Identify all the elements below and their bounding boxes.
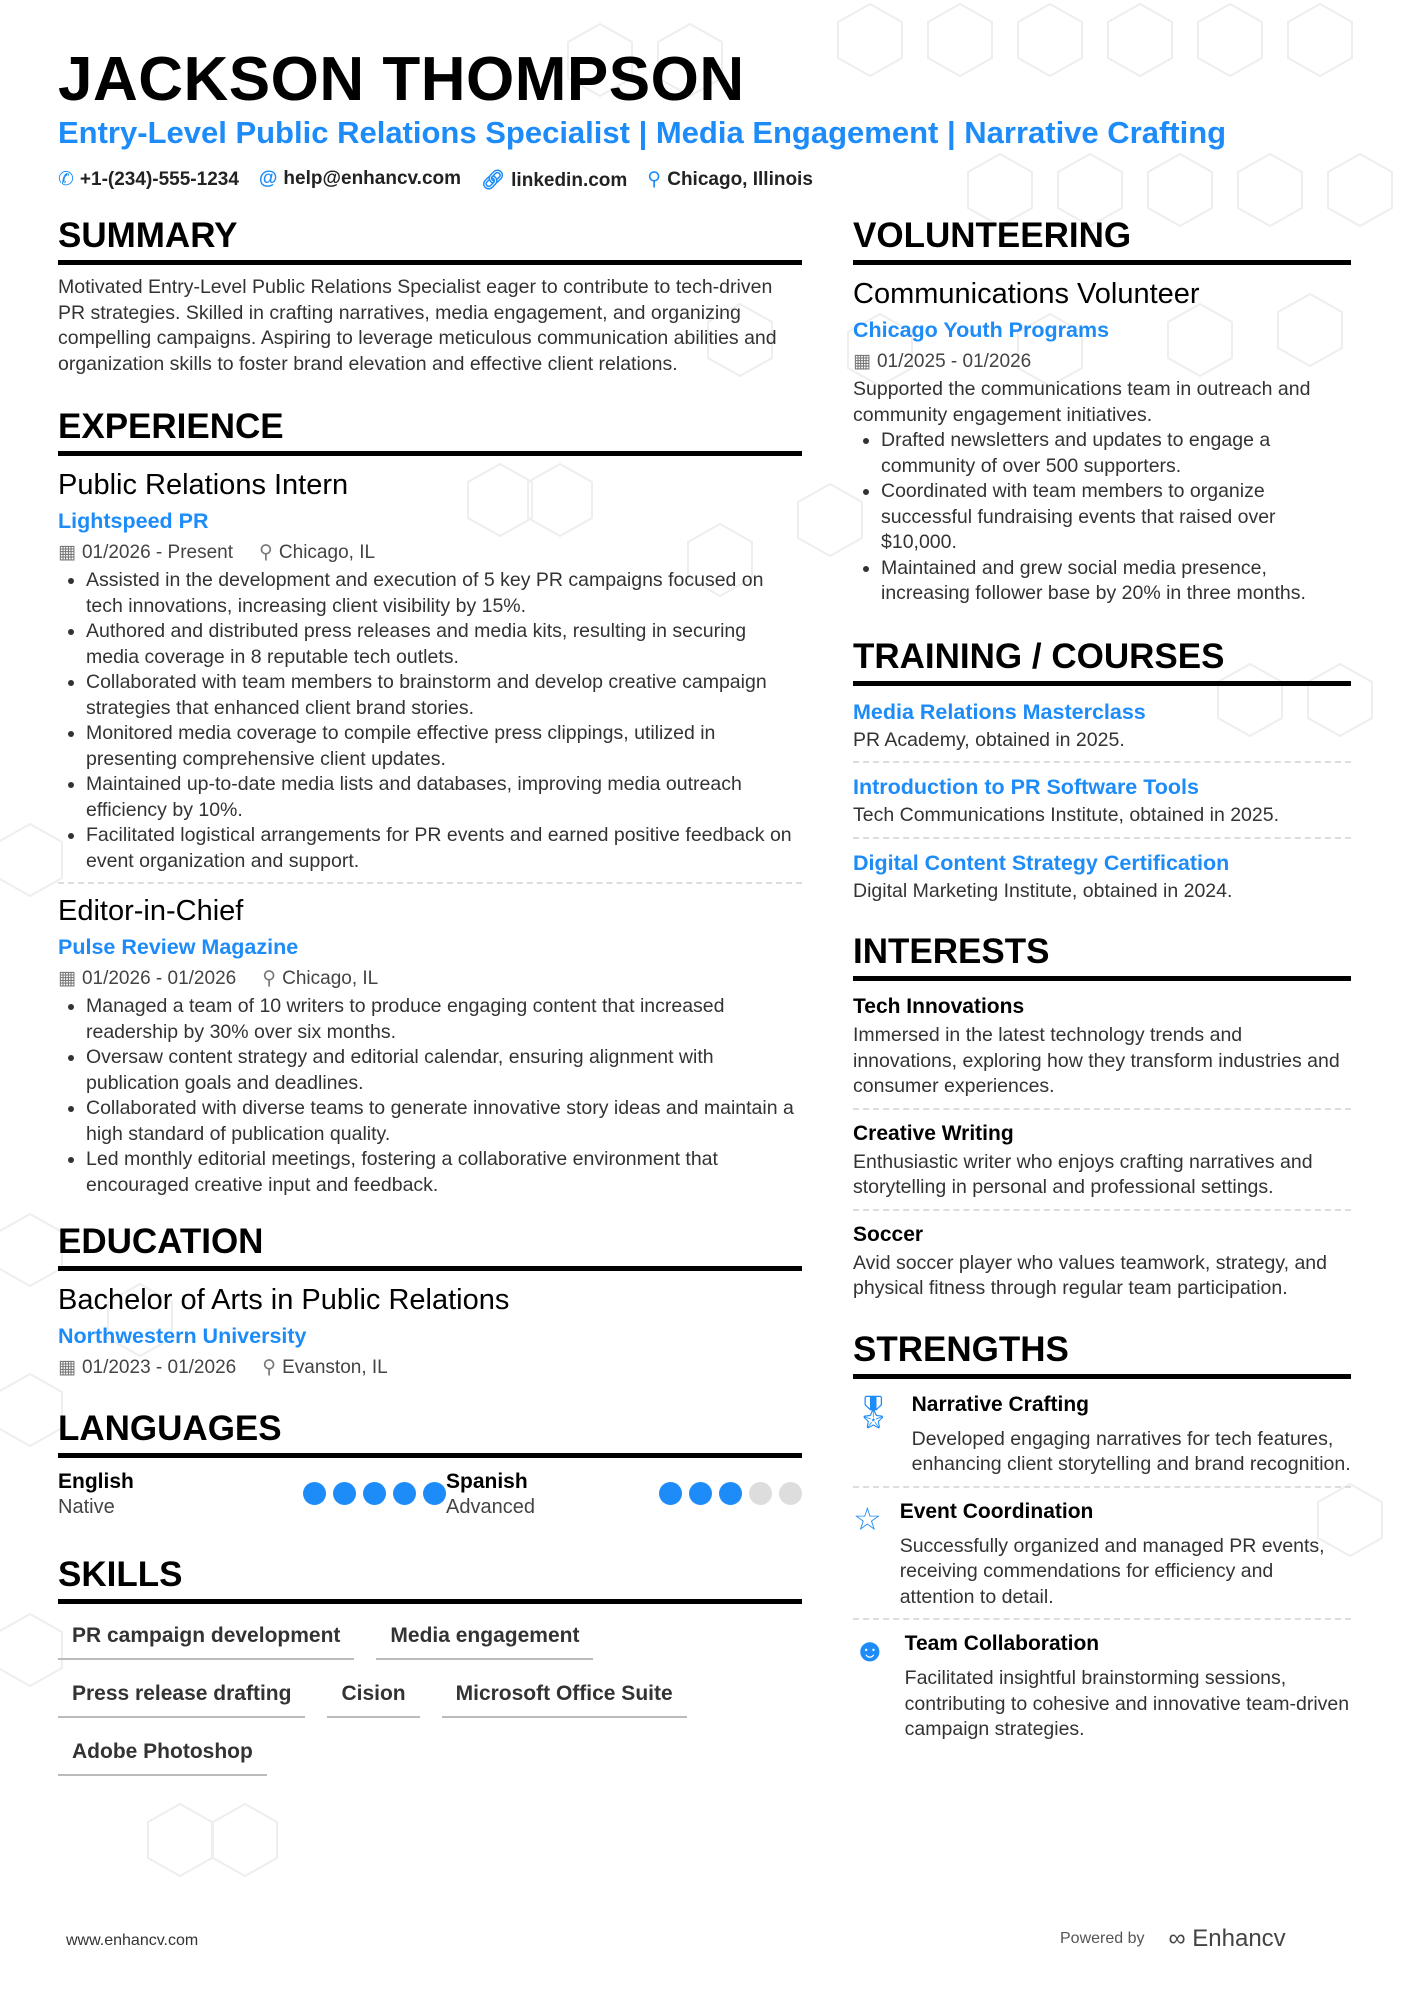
job-bullets bbox=[58, 994, 802, 1198]
bullet: • Maintained and grew social media presence, increasing follower base by 20% in three months. bbox=[881, 556, 1351, 607]
language-name: English bbox=[58, 1470, 134, 1493]
language-item bbox=[58, 1468, 446, 1519]
language-level: Advanced bbox=[446, 1496, 535, 1518]
hexagon bbox=[838, 4, 902, 76]
interest-text: Enthusiastic writer who enjoys crafting narratives and storytelling in personal and professional settings. bbox=[853, 1150, 1313, 1198]
divider bbox=[58, 882, 802, 884]
calendar-icon: ▦ bbox=[853, 351, 871, 372]
headline: Entry-Level Public Relations Specialist | Media Engagement | Narrative Crafting bbox=[58, 115, 1227, 150]
proficiency-rating bbox=[659, 1482, 802, 1519]
course-name: Introduction to PR Software Tools bbox=[853, 775, 1199, 799]
hexagon bbox=[0, 824, 62, 896]
bullet: • Assisted in the development and execution of 5 key PR campaigns focused on tech innovations, increasing client visibility by 15%. bbox=[86, 568, 802, 619]
education-meta bbox=[58, 1353, 802, 1383]
volunteer-bullets bbox=[853, 428, 1351, 607]
strength-text: Successfully organized and managed PR events, receiving commendations for efficiency and attention to detail. bbox=[899, 1534, 1325, 1608]
linkedin-link[interactable] bbox=[481, 168, 627, 192]
enhancv-logo: ∞ Enhancv bbox=[1168, 1925, 1286, 1952]
languages-heading: LANGUAGES bbox=[58, 1407, 802, 1458]
bullet: • Maintained up-to-date media lists and databases, improving media outreach efficiency by 10%. bbox=[86, 772, 802, 823]
company: Lightspeed PR bbox=[58, 509, 209, 533]
job-bullets bbox=[58, 568, 802, 874]
volunteer-description: Supported the communications team in outreach and community engagement initiatives. bbox=[853, 378, 1311, 426]
volunteer-role: Communications Volunteer bbox=[853, 278, 1200, 310]
strength-name: Narrative Crafting bbox=[911, 1392, 1090, 1416]
strength-name: Team Collaboration bbox=[904, 1632, 1100, 1655]
rating-dot bbox=[333, 1482, 356, 1505]
bullet: • Collaborated with team members to brainstorm and develop creative campaign strategies that enhanced client brand stories. bbox=[86, 670, 802, 721]
bullet: • Managed a team of 10 writers to produce engaging content that increased readership by 30% over six months. bbox=[86, 994, 802, 1045]
link-icon: 🔗︎ bbox=[481, 170, 506, 191]
training-list bbox=[853, 696, 1351, 905]
interests-list bbox=[853, 991, 1351, 1302]
degree: Bachelor of Arts in Public Relations bbox=[58, 1284, 510, 1316]
calendar-icon: ▦ bbox=[58, 968, 76, 989]
location-wrap bbox=[262, 964, 378, 994]
divider bbox=[853, 1486, 1351, 1488]
job-meta bbox=[58, 964, 802, 994]
interest-text: Avid soccer player who values teamwork, strategy, and physical fitness through regular team participation. bbox=[853, 1251, 1327, 1299]
interest-name: Creative Writing bbox=[853, 1121, 1014, 1145]
hexagon bbox=[213, 1804, 277, 1876]
job-meta bbox=[58, 538, 802, 568]
rating-dot bbox=[689, 1482, 712, 1505]
email[interactable] bbox=[259, 168, 461, 192]
skill-tag: Adobe Photoshop bbox=[58, 1736, 267, 1776]
divider bbox=[853, 1618, 1351, 1620]
rating-dot bbox=[423, 1482, 446, 1505]
bullet: • Led monthly editorial meetings, fostering a collaborative environment that encouraged creative input and feedback. bbox=[86, 1147, 802, 1198]
language-text bbox=[58, 1468, 134, 1519]
language-name: Spanish bbox=[446, 1470, 528, 1493]
hexagon bbox=[0, 1374, 62, 1446]
footer-website[interactable]: www.enhancv.com bbox=[66, 1932, 199, 1949]
job-location: Chicago, IL bbox=[282, 968, 379, 989]
job-title: Public Relations Intern bbox=[58, 469, 349, 501]
volunteer-dates: 01/2025 - 01/2026 bbox=[876, 351, 1032, 372]
experience-heading: EXPERIENCE bbox=[58, 405, 802, 456]
rating-dot bbox=[719, 1482, 742, 1505]
divider bbox=[853, 1108, 1351, 1110]
hexagon bbox=[1198, 4, 1262, 76]
school: Northwestern University bbox=[58, 1324, 307, 1348]
left-column bbox=[58, 214, 802, 1776]
location-pin-icon: ⚲ bbox=[259, 542, 273, 563]
course-detail: PR Academy, obtained in 2025. bbox=[853, 728, 1125, 751]
company: Pulse Review Magazine bbox=[58, 935, 299, 959]
strength-item bbox=[853, 1389, 1351, 1478]
strength-name: Event Coordination bbox=[899, 1499, 1094, 1523]
language-level: Native bbox=[58, 1496, 115, 1518]
candidate-name: JACKSON THOMPSON bbox=[58, 45, 745, 114]
strength-item bbox=[853, 1496, 1351, 1611]
volunteer-org: Chicago Youth Programs bbox=[853, 318, 1110, 342]
link-text: linkedin.com bbox=[511, 170, 628, 191]
rating-dot bbox=[779, 1482, 802, 1505]
job-location: Chicago, IL bbox=[278, 542, 376, 563]
bullet: • Collaborated with diverse teams to generate innovative story ideas and maintain a high standard of publication quality. bbox=[86, 1096, 802, 1147]
hexagon bbox=[1018, 4, 1082, 76]
training-heading: TRAINING / COURSES bbox=[853, 635, 1351, 686]
interest-name: Soccer bbox=[853, 1222, 924, 1246]
head-bulb-icon: ☻ bbox=[853, 1632, 887, 1668]
bullet: • Authored and distributed press releases and media kits, resulting in securing media coverage in 8 reputable tech outlets. bbox=[86, 619, 802, 670]
at-icon: @ bbox=[258, 168, 278, 189]
interest-name: Tech Innovations bbox=[853, 995, 1025, 1018]
summary-heading: SUMMARY bbox=[58, 214, 802, 265]
rating-dot bbox=[393, 1482, 416, 1505]
bullet: • Facilitated logistical arrangements for PR events and earned positive feedback on event organization and support. bbox=[86, 823, 802, 874]
award-ribbon-icon: 🎖︎ bbox=[853, 1393, 894, 1430]
strengths-list bbox=[853, 1389, 1351, 1743]
job-title: Editor-in-Chief bbox=[58, 895, 244, 927]
rating-dot bbox=[659, 1482, 682, 1505]
strength-text: Facilitated insightful brainstorming sessions, contributing to cohesive and innovative team-driven campaign strategies. bbox=[904, 1667, 1350, 1740]
calendar-icon: ▦ bbox=[58, 542, 76, 563]
location-pin-icon: ⚲ bbox=[262, 1357, 277, 1378]
divider bbox=[853, 1209, 1351, 1211]
hexagon bbox=[928, 4, 992, 76]
interest-text: Immersed in the latest technology trends and innovations, exploring how they transform industries and consumer experiences. bbox=[853, 1024, 1340, 1097]
location-pin-icon: ⚲ bbox=[262, 968, 277, 989]
dates-wrap bbox=[58, 964, 236, 994]
bullet: • Monitored media coverage to compile effective press clippings, utilized in presenting comprehensive client updates. bbox=[86, 721, 802, 772]
strengths-heading: STRENGTHS bbox=[853, 1328, 1351, 1379]
powered-by-label: Powered by bbox=[1060, 1930, 1145, 1947]
email-text: help@enhancv.com bbox=[283, 168, 462, 189]
bullet: • Coordinated with team members to organize successful fundraising events that raised over $10,000. bbox=[881, 479, 1351, 556]
bullet: • Oversaw content strategy and editorial calendar, ensuring alignment with publication goals and deadlines. bbox=[86, 1045, 802, 1096]
job-dates: 01/2026 - Present bbox=[81, 542, 233, 563]
interests-heading: INTERESTS bbox=[853, 930, 1351, 981]
hexagon bbox=[0, 1214, 62, 1286]
skill-tag: Microsoft Office Suite bbox=[442, 1678, 687, 1718]
star-icon: ☆ bbox=[853, 1500, 882, 1537]
bullet: • Drafted newsletters and updates to engage a community of over 500 supporters. bbox=[881, 428, 1351, 479]
rating-dot bbox=[303, 1482, 326, 1505]
skill-tag: Press release drafting bbox=[58, 1678, 305, 1718]
location-wrap bbox=[259, 538, 375, 568]
strength-text: Developed engaging narratives for tech features, enhancing client storytelling and brand recognition. bbox=[911, 1427, 1351, 1475]
languages-list bbox=[58, 1468, 802, 1519]
course-name: Digital Content Strategy Certification bbox=[853, 850, 1230, 875]
job-dates: 01/2026 - 01/2026 bbox=[81, 968, 237, 989]
skill-tag: Media engagement bbox=[376, 1620, 593, 1660]
strength-body bbox=[905, 1628, 1351, 1743]
phone-icon: ✆ bbox=[58, 169, 74, 190]
hexagon bbox=[0, 1614, 62, 1686]
course-detail: Digital Marketing Institute, obtained in 2024. bbox=[853, 879, 1233, 902]
phone-text: +1-(234)-555-1234 bbox=[79, 169, 239, 190]
volunteer-meta bbox=[853, 347, 1351, 377]
strength-body bbox=[900, 1496, 1351, 1611]
hexagon bbox=[1288, 4, 1352, 76]
experience-list bbox=[58, 466, 802, 1198]
proficiency-rating bbox=[303, 1482, 446, 1519]
strength-item bbox=[853, 1628, 1351, 1743]
location bbox=[647, 168, 813, 192]
education-dates: 01/2023 - 01/2026 bbox=[81, 1357, 237, 1378]
education-heading: EDUCATION bbox=[58, 1220, 802, 1271]
phone[interactable] bbox=[58, 168, 239, 192]
hexagon bbox=[148, 1804, 212, 1876]
dates-wrap bbox=[58, 538, 233, 568]
skill-tag: Cision bbox=[327, 1678, 419, 1718]
hexagon bbox=[1108, 4, 1172, 76]
rating-dot bbox=[749, 1482, 772, 1505]
course-name: Media Relations Masterclass bbox=[853, 699, 1146, 724]
volunteering-heading: VOLUNTEERING bbox=[853, 214, 1351, 265]
divider bbox=[853, 761, 1351, 763]
education-location: Evanston, IL bbox=[282, 1357, 388, 1378]
language-item bbox=[446, 1468, 802, 1519]
location-text: Chicago, Illinois bbox=[667, 169, 813, 190]
summary-text: Motivated Entry-Level Public Relations Specialist eager to contribute to tech-driven PR strategies. Skilled in crafting narratives, media engagement, and organizing compelling campaigns. Aspiring to leverage meticulous communication abilities and organization skills to foster brand elevation and effective client relations. bbox=[58, 276, 777, 375]
location-pin-icon: ⚲ bbox=[647, 169, 662, 190]
language-text bbox=[446, 1468, 535, 1519]
rating-dot bbox=[363, 1482, 386, 1505]
contact-row bbox=[58, 168, 813, 192]
skills-list bbox=[58, 1620, 802, 1776]
right-column bbox=[853, 214, 1351, 1743]
calendar-icon: ▦ bbox=[58, 1357, 76, 1378]
brand-name: Enhancv bbox=[1192, 1925, 1286, 1952]
footer-branding bbox=[1060, 1925, 1286, 1953]
course-detail: Tech Communications Institute, obtained in 2025. bbox=[853, 804, 1280, 826]
divider bbox=[853, 837, 1351, 839]
strength-body bbox=[912, 1389, 1351, 1478]
skill-tag: PR campaign development bbox=[58, 1620, 354, 1660]
skills-heading: SKILLS bbox=[58, 1553, 802, 1604]
